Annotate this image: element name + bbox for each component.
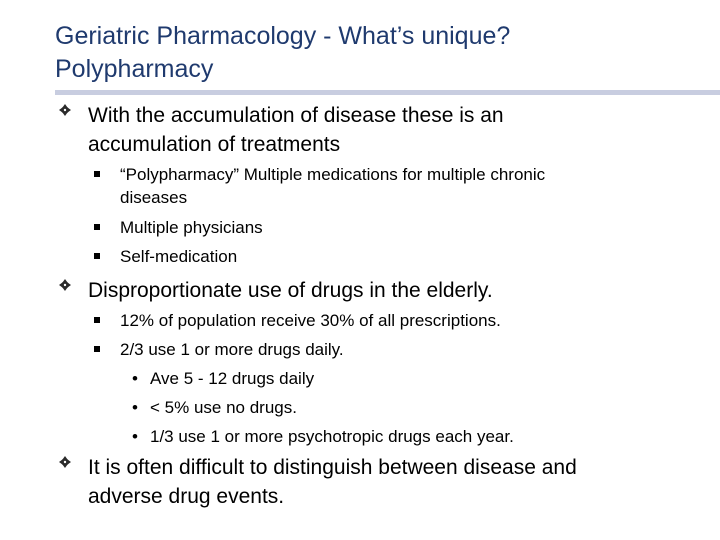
- dot-bullet: •: [132, 398, 138, 417]
- sub-bullet-1-1: [120, 163, 545, 209]
- sub-sub-bullet-2: [132, 396, 297, 419]
- sub-bullet-1-2-text: Multiple physicians: [120, 218, 263, 237]
- square-bullet-icon: [94, 253, 100, 259]
- title-rule: [55, 90, 720, 95]
- bullet-2-text: Disproportionate use of drugs in the elderly.: [88, 279, 493, 302]
- sub-bullet-2-1: [120, 309, 501, 332]
- sub-sub-bullet-3: [132, 425, 514, 448]
- sub-bullet-2-2-text: 2/3 use 1 or more drugs daily.: [120, 340, 344, 359]
- title-line-1: Geriatric Pharmacology - What’s unique?: [55, 22, 511, 50]
- square-bullet-icon: [94, 317, 100, 323]
- sub-bullet-1-1-line-1: “Polypharmacy” Multiple medications for multiple chronic: [120, 165, 546, 184]
- square-bullet-icon: [94, 171, 100, 177]
- sub-sub-bullet-1: [132, 367, 315, 390]
- sub-bullet-1-3: [120, 245, 237, 268]
- diamond-clover-bullet-icon: [58, 455, 72, 469]
- bullet-2: [88, 276, 493, 305]
- bullet-3-line-2: adverse drug events.: [88, 485, 285, 508]
- square-bullet-icon: [94, 346, 100, 352]
- sub-bullet-1-1-line-2: diseases: [120, 188, 188, 207]
- dot-bullet: •: [132, 427, 138, 446]
- sub-bullet-2-1-text: 12% of population receive 30% of all prescriptions.: [120, 311, 501, 330]
- sub-sub-bullet-2-text: < 5% use no drugs.: [150, 398, 297, 417]
- bullet-3-line-1: It is often difficult to distinguish between disease and: [88, 456, 577, 479]
- title-line-2: Polypharmacy: [55, 55, 214, 83]
- sub-sub-bullet-1-text: Ave 5 - 12 drugs daily: [150, 369, 315, 388]
- bullet-1-line-1: With the accumulation of disease these is an: [88, 104, 504, 127]
- dot-bullet: •: [132, 369, 138, 388]
- sub-bullet-1-2: [120, 216, 263, 239]
- bullet-1: [88, 101, 504, 159]
- diamond-clover-bullet-icon: [58, 278, 72, 292]
- sub-bullet-1-3-text: Self-medication: [120, 247, 238, 266]
- sub-sub-bullet-3-text: 1/3 use 1 or more psychotropic drugs each year.: [150, 427, 514, 446]
- diamond-clover-bullet-icon: [58, 103, 72, 117]
- square-bullet-icon: [94, 224, 100, 230]
- sub-bullet-2-2: [120, 338, 344, 361]
- bullet-1-line-2: accumulation of treatments: [88, 133, 341, 156]
- bullet-3: [88, 453, 577, 511]
- slide-title: [55, 20, 695, 86]
